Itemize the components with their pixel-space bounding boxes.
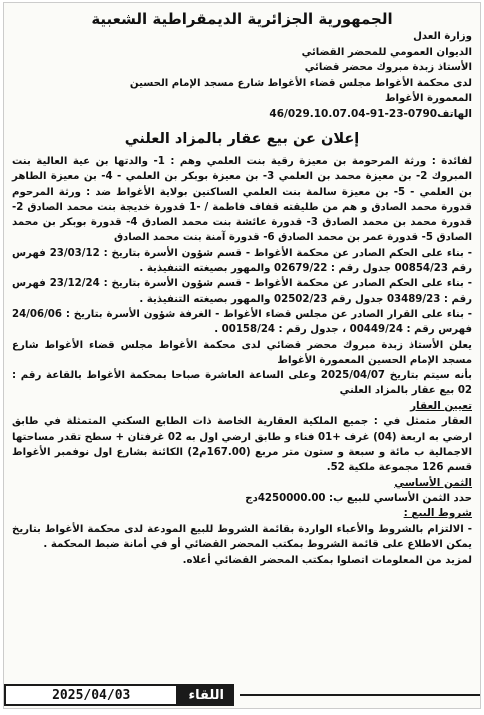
conditions-heading: شروط البيع : <box>403 507 472 520</box>
phone-line: الهاتف0790-23-91-46/029.10.07.04 <box>269 107 472 120</box>
legal-notice-page <box>3 2 481 709</box>
ministry-line: وزارة العدل <box>413 31 472 42</box>
bailiff-line: الأستاذ زبدة مبروك محضر قضائي <box>304 62 472 74</box>
notice-body <box>12 154 472 568</box>
sale-schedule-paragraph: بأنه سيتم بتاريخ 2025/04/07 وعلى الساعة العاشرة صباحا بمحكمة الأغواط بالقاعة رقم : 02 بيع عقار بالمزاد العلني <box>12 370 472 397</box>
notice-title: إعلان عن بيع عقار بالمزاد العلني <box>124 130 360 147</box>
newspaper-name: اللقاء <box>178 684 234 706</box>
ruling-1: - بناء على الحكم الصادر عن محكمة الأغواط - قسم شؤون الأسرة بتاريخ : 23/03/12 فهرس رقم 00854/23 جدول رقم : 02679/22 والمهور بصيغته التنفيذية . <box>12 247 472 275</box>
city-line: المعمورة الأغواط <box>384 93 472 105</box>
newspaper-footer <box>4 684 234 706</box>
ruling-2: - بناء على الحكم الصادر عن محكمة الأغواط - قسم شؤون الأسرة بتاريخ : 23/12/24 فهرس رقم : 03489/23 جدول رقم 02502/23 والمهور بصيغته التنفيذية . <box>12 278 472 305</box>
contact-paragraph: لمزيد من المعلومات اتصلوا بمكتب المحضر القضائي أعلاه. <box>182 554 472 566</box>
office-line: الديوان العمومي للمحضر القضائي <box>301 46 472 58</box>
price-heading: الثمن الأساسي <box>394 476 472 489</box>
property-paragraph: العقار متمثل في : جميع الملكية العقارية الخاصة ذات الطابع السكني المتمثلة في طابق ارضي به اربعة (04) غرف +01 فناء و طابق ارضي اول به 02 غرفتان + سطح تقدر مساحتها الاجمالية ب مائة و سبعة و ستون متر مربع (167.00م2) الكائنة بشارع اول نوفمبر الأغواط قسم 126 مجموعة ملكية 52. <box>12 416 472 474</box>
property-heading: تعيين العقار <box>410 399 472 412</box>
publication-date: 2025/04/03 <box>4 684 178 706</box>
republic-heading: الجمهورية الجزائرية الديمقراطية الشعبية <box>91 10 393 28</box>
price-paragraph: حدد الثمن الأساسي للبيع ب: 4250000.00دج <box>245 493 472 505</box>
court-line: لدى محكمة الأغواط مجلس قضاء الأغواط شارع مسجد الإمام الحسين <box>129 77 472 89</box>
parties-paragraph: لفائدة : ورثة المرحومة بن معيزة رقية بنت العلمي وهم : 1- والدتها بن عية العالية بنت المبروك 2- بن معيزة محمد بن العلمي 3- بن معيزة بوبكر بن العلمي - 4- بن معيزة الطاهر بن العلمي - 5- بن معيزة سالمة بنت العلمي الساكنين بولاية الأغواط ضد : ورثة المرحوم قدورة محمد الصادق و هم من طليقته قفاف فاطمة / -1 قدورة خديجة بنت محمد الصادق 2- قدورة محمد بن محمد الصادق 3- قدورة عائشة بنت محمد الصادق 4- قدورة بوبكر بن محمد الصادق 5- قدورة عمر بن محمد الصادق 6- قدورة آمنة بنت محمد الصادق <box>12 155 473 244</box>
conditions-paragraph: - الالتزام بالشروط والأعباء الواردة بقائمة الشروط للبيع المودعة لدى محكمة الأغواط بتاريخ يمكن الاطلاع على قائمة الشروط بمكتب المحضر القضائي أو في أمانة ضبط المحكمة . <box>12 523 472 551</box>
ruling-3: - بناء على القرار الصادر عن مجلس قضاء الأغواط - الغرفة شؤون الأسرة بتاريخ : 24/06/06 فهرس رقم : 00449/24 ، جدول رقم : 00158/24 . <box>12 308 472 336</box>
footer-rule <box>240 694 480 696</box>
announcement-paragraph: يعلن الأستاذ زبدة مبروك محضر قضائي لدى محكمة الأغواط مجلس قضاء الأغواط شارع مسجد الإمام الحسين المعمورة الأغواط <box>12 339 472 366</box>
